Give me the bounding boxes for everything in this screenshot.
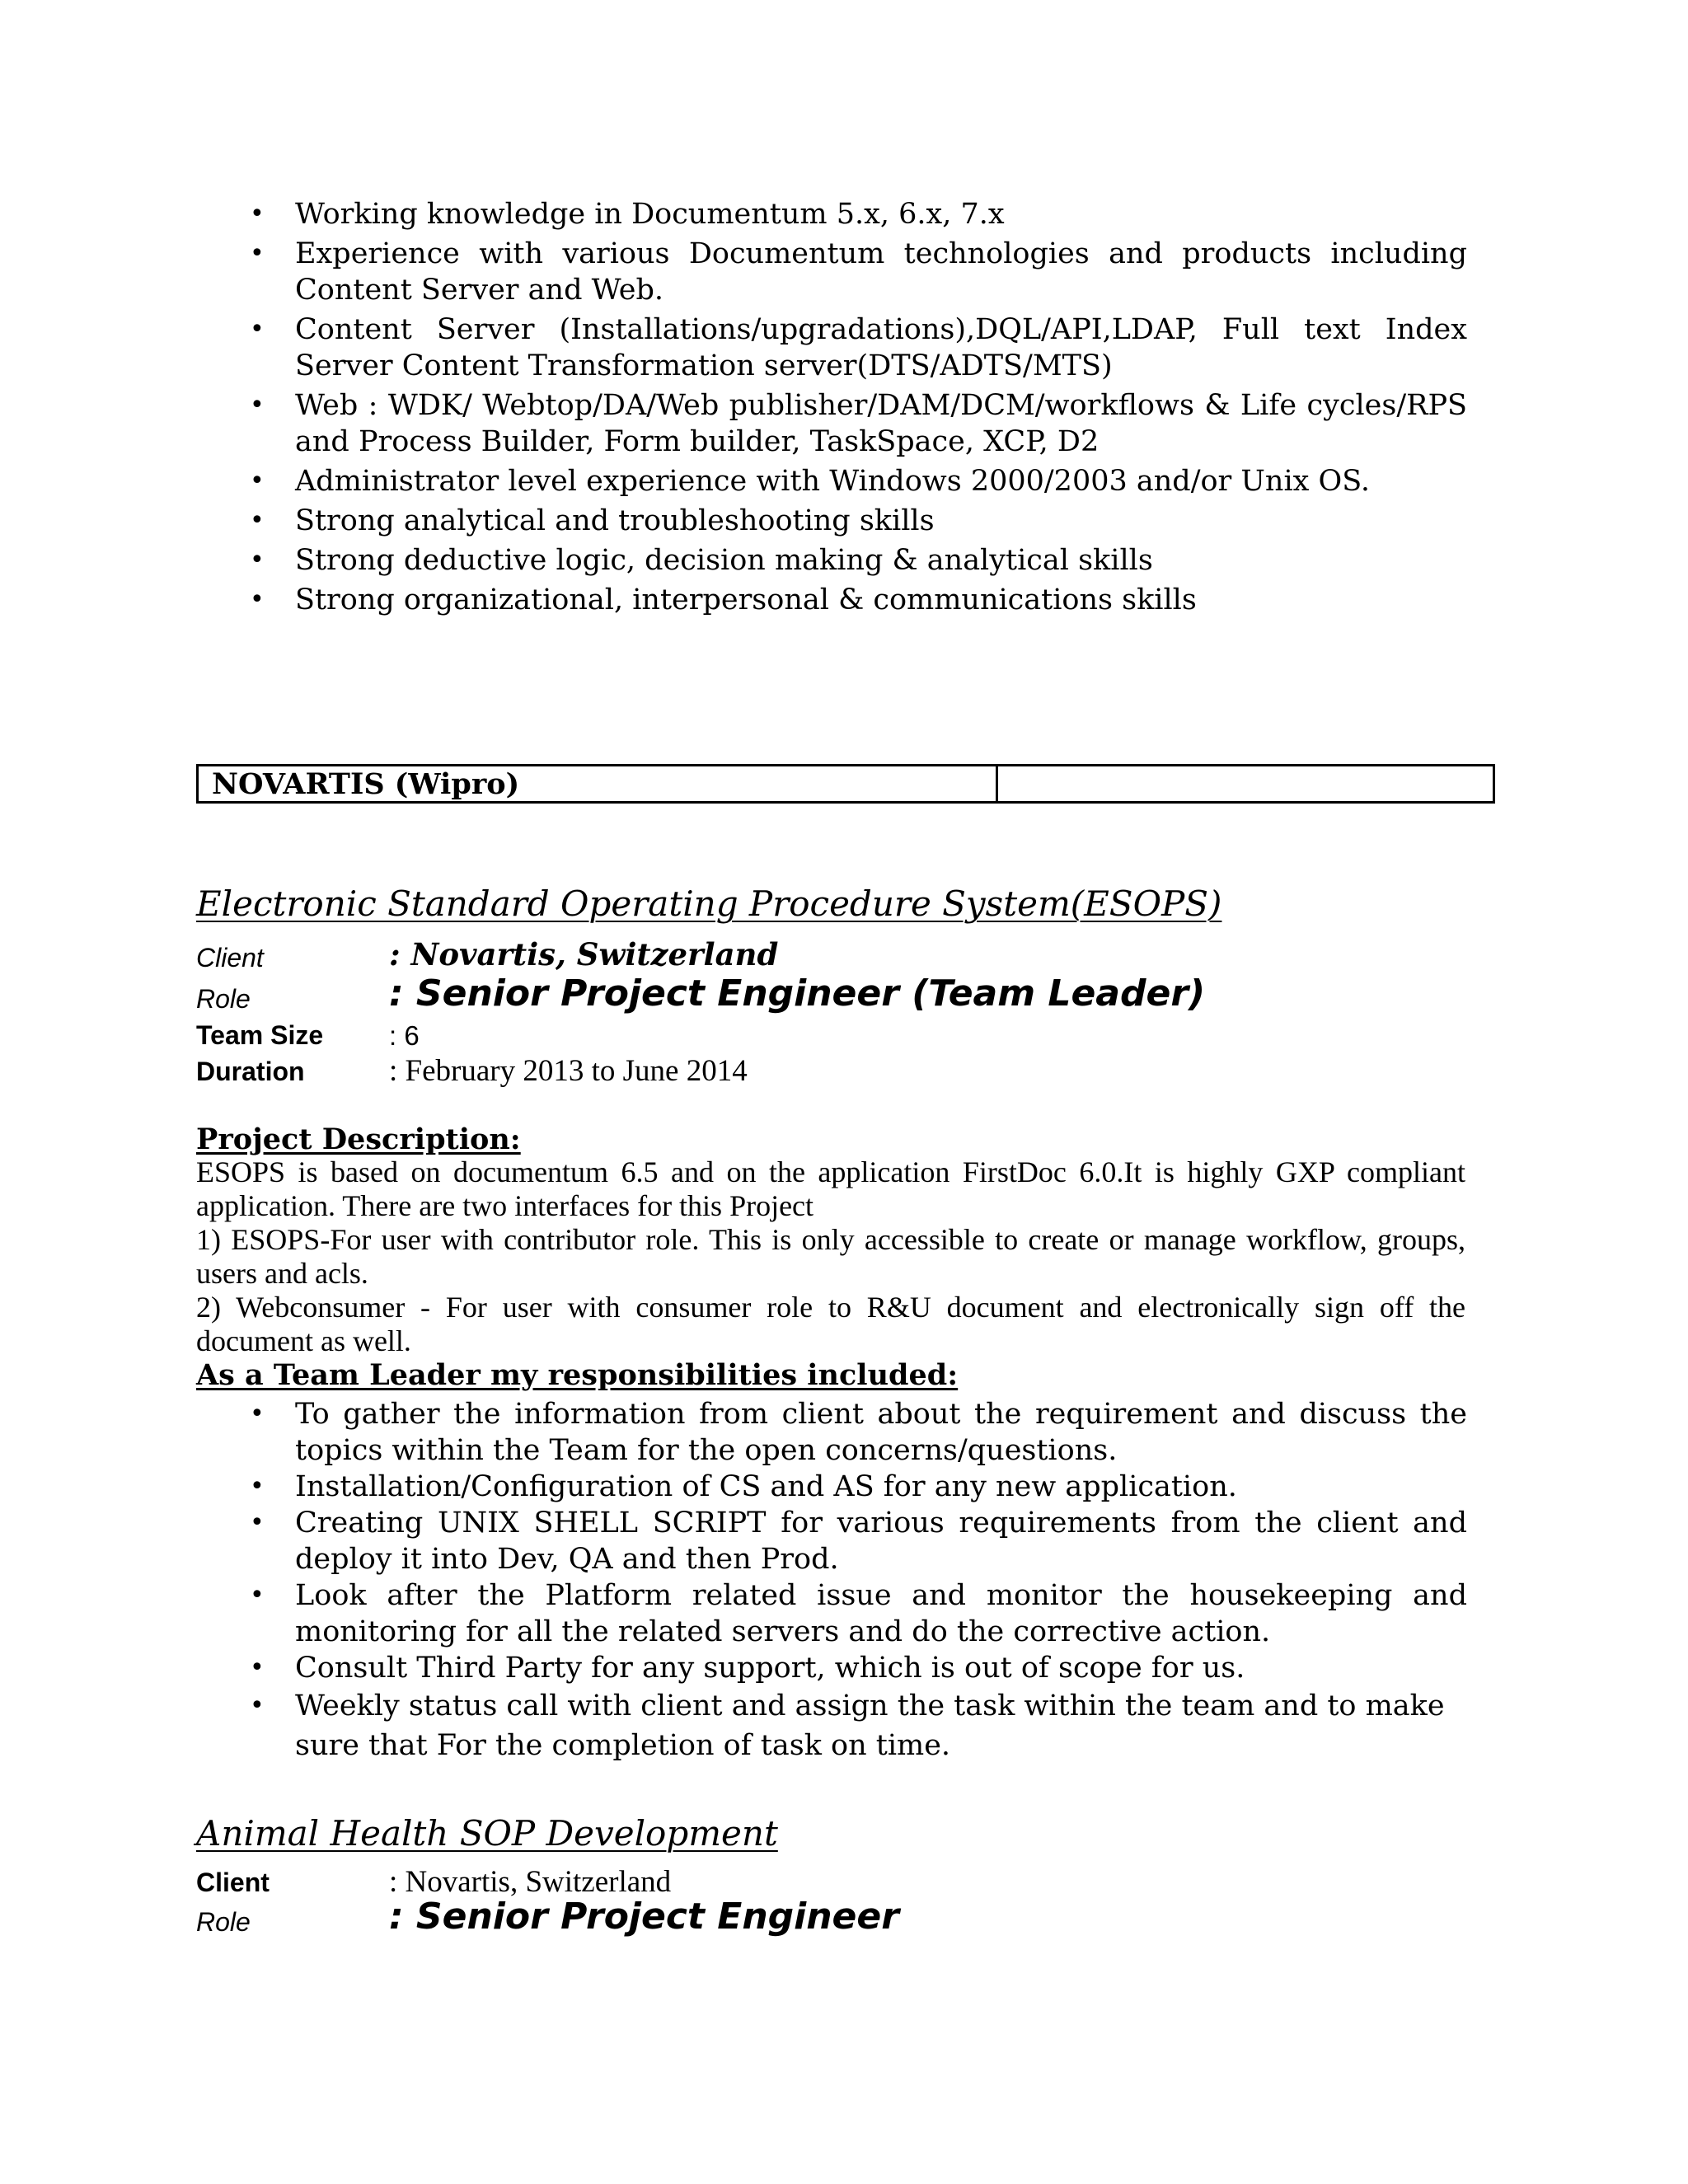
client-label: Client <box>196 943 264 972</box>
responsibility-item: • Creating UNIX SHELL SCRIPT for various requirements from the client and deploy it into Dev, QA and then Prod. <box>198 1505 1467 1577</box>
client-value: : Novartis, Switzerland <box>389 1865 672 1899</box>
description-paragraph: 2) Webconsumer - For user with consumer role to R&U document and electronically sign off the document as well. <box>196 1291 1465 1357</box>
skill-item: • Working knowledge in Documentum 5.x, 6.x, 7.x <box>198 196 1467 232</box>
skill-item: • Strong deductive logic, decision making & analytical skills <box>198 542 1467 579</box>
description-paragraph: ESOPS is based on documentum 6.5 and on the application FirstDoc 6.0.It is highly GXP compliant application. There are two interfaces for this Project <box>196 1155 1465 1222</box>
role-label: Role <box>196 984 251 1014</box>
project-description <box>196 1155 1465 1358</box>
skill-item: • Web : WDK/ Webtop/DA/Web publisher/DAM/DCM/workflows & Life cycles/RPS and Process Builder, Form builder, TaskSpace, XCP, D2 <box>198 387 1467 460</box>
skill-item: • Content Server (Installations/upgradations),DQL/API,LDAP, Full text Index Server Content Transformation server(DTS/ADTS/MTS) <box>198 312 1467 384</box>
skill-item: • Administrator level experience with Windows 2000/2003 and/or Unix OS. <box>198 463 1467 499</box>
project-title: Electronic Standard Operating Procedure System(ESOPS) <box>196 883 1222 924</box>
duration-label: Duration <box>196 1057 305 1086</box>
company-table <box>196 764 1495 804</box>
client-label: Client <box>196 1868 270 1897</box>
team-size-label: Team Size <box>196 1020 324 1050</box>
duration-value: : February 2013 to June 2014 <box>389 1054 748 1088</box>
project-description-heading: Project Description: <box>196 1122 521 1156</box>
skill-item: • Strong organizational, interpersonal & communications skills <box>198 582 1467 618</box>
responsibility-item: • Consult Third Party for any support, which is out of scope for us. <box>198 1650 1467 1686</box>
responsibility-item: • Weekly status call with client and assign the task within the team and to make sure that For the completion of task on time. <box>198 1686 1467 1765</box>
responsibility-item: • To gather the information from client about the requirement and discuss the topics within the Team for the open concerns/questions. <box>198 1396 1467 1469</box>
responsibilities-heading: As a Team Leader my responsibilities included: <box>196 1358 959 1392</box>
company-name: NOVARTIS (Wipro) <box>199 766 998 801</box>
responsibility-item: • Installation/Configuration of CS and AS for any new application. <box>198 1469 1467 1505</box>
client-value: : Novartis, Switzerland <box>389 936 779 972</box>
project-title: Animal Health SOP Development <box>196 1813 778 1854</box>
role-value: : Senior Project Engineer (Team Leader) <box>389 972 1206 1015</box>
responsibility-item: • Look after the Platform related issue and monitor the housekeeping and monitoring for all the related servers and do the corrective action. <box>198 1577 1467 1650</box>
role-label: Role <box>196 1907 251 1937</box>
responsibilities-list <box>198 1396 1467 1765</box>
skills-list <box>198 196 1467 621</box>
team-size-value: : 6 <box>389 1020 420 1051</box>
description-paragraph: 1) ESOPS-For user with contributor role. This is only accessible to create or manage workflow, groups, users and acls. <box>196 1223 1465 1290</box>
skill-item: • Experience with various Documentum technologies and products including Content Server and Web. <box>198 236 1467 308</box>
company-empty-cell <box>998 766 1493 801</box>
skill-item: • Strong analytical and troubleshooting skills <box>198 503 1467 539</box>
role-value: : Senior Project Engineer <box>389 1896 899 1938</box>
